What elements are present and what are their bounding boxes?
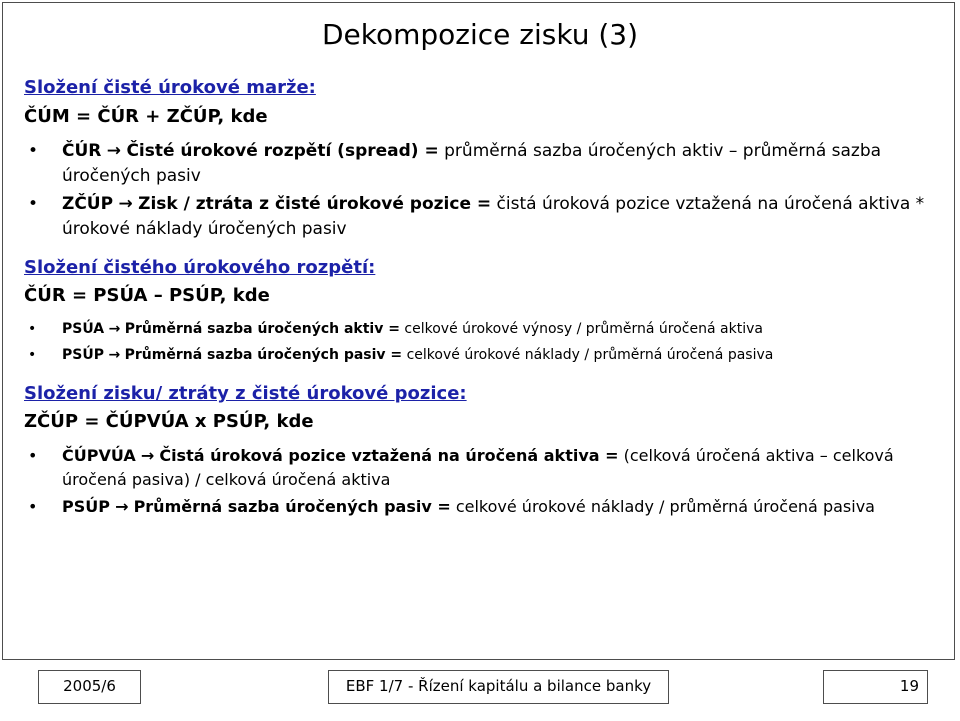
list-item	[24, 444, 936, 492]
definition-text: celkové úrokové výnosy / průměrná úročená aktiva	[404, 321, 763, 337]
definition-text: průměrná sazba úročených aktiv – průměrná sazba úročených pasiv	[62, 141, 882, 186]
section-net-interest-margin	[24, 76, 936, 242]
arrow-icon: →	[108, 347, 121, 363]
list-item	[24, 192, 936, 242]
slide-content	[24, 76, 936, 522]
definition-text: čistá úroková pozice vztažená na úročená aktiva * úrokové náklady úročených pasiv	[62, 194, 925, 239]
arrow-icon: →	[118, 194, 133, 214]
definition-bold: Zisk / ztráta z čisté úrokové pozice =	[138, 194, 492, 214]
definition-bold: Průměrná sazba úročených pasiv =	[124, 347, 403, 363]
footer-course: EBF 1/7 - Řízení kapitálu a bilance banky	[328, 670, 669, 704]
formula: ZČÚP = ČÚPVÚA x PSÚP, kde	[24, 411, 314, 432]
definition-text: (celková úročená aktiva – celková úročená pasiva) / celková úročená aktiva	[62, 446, 894, 489]
definition-bold: Čistá úroková pozice vztažená na úročená aktiva =	[159, 446, 619, 465]
section-net-interest-position	[24, 382, 936, 519]
bullet-icon: •	[28, 321, 37, 337]
term: ČÚR	[62, 141, 102, 161]
term: PSÚP	[62, 347, 104, 363]
bullet-icon: •	[28, 194, 39, 214]
definition-text: celkové úrokové náklady / průměrná úročená pasiva	[406, 347, 774, 363]
slide-title: Dekompozice zisku (3)	[321, 18, 639, 51]
term: PSÚA	[62, 321, 105, 337]
list-item	[24, 344, 936, 366]
arrow-icon: →	[108, 321, 121, 337]
bullet-icon: •	[28, 446, 38, 465]
definition-bold: Průměrná sazba úročených aktiv =	[124, 321, 400, 337]
list-item	[24, 318, 936, 340]
section-heading: Složení zisku/ ztráty z čisté úrokové pozice:	[24, 383, 467, 404]
term: ZČÚP	[62, 194, 114, 214]
section-heading: Složení čisté úrokové marže:	[24, 77, 316, 98]
formula: ČÚR = PSÚA – PSÚP, kde	[24, 285, 270, 306]
bullet-icon: •	[28, 141, 39, 161]
formula: ČÚM = ČÚR + ZČÚP, kde	[24, 106, 268, 127]
term: ČÚPVÚA	[62, 446, 136, 465]
section-heading: Složení čistého úrokového rozpětí:	[24, 257, 376, 278]
footer-date: 2005/6	[38, 670, 141, 704]
section-net-interest-spread	[24, 256, 936, 366]
arrow-icon: →	[115, 497, 129, 516]
footer-page-number: 19	[823, 670, 928, 704]
list-item	[24, 495, 936, 519]
arrow-icon: →	[106, 141, 122, 161]
list-item	[24, 139, 936, 189]
definition-bold: Čisté úrokové rozpětí (spread) =	[126, 141, 439, 161]
term: PSÚP	[62, 497, 110, 516]
definition-bold: Průměrná sazba úročených pasiv =	[133, 497, 451, 516]
bullet-icon: •	[28, 497, 38, 516]
bullet-icon: •	[28, 347, 37, 363]
arrow-icon: →	[140, 446, 155, 465]
definition-text: celkové úrokové náklady / průměrná úročená pasiva	[455, 497, 875, 516]
